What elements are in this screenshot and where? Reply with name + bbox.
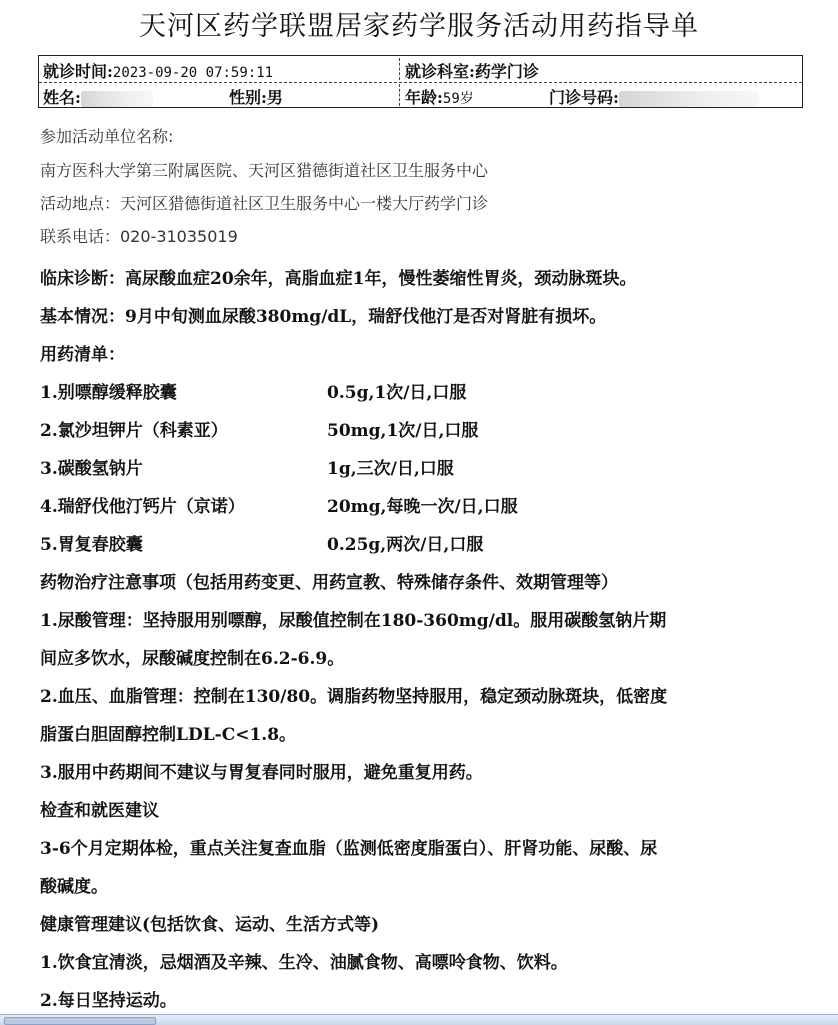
- basic-info: 基本情况：9月中旬测血尿酸380mg/dL，瑞舒伐他汀是否对肾脏有损坏。: [40, 307, 607, 327]
- note-2-line-1: 2.血压、血脂管理：控制在130/80。调脂药物坚持服用，稳定颈动脉斑块，低密度: [40, 687, 668, 707]
- gender-label: 性别:: [229, 88, 267, 107]
- divider: [399, 58, 400, 80]
- note-2-line-2: 脂蛋白胆固醇控制LDL-C<1.8。: [40, 725, 297, 745]
- exam-advice-line-1: 3-6个月定期体检，重点关注复查血脂（监测低密度脂蛋白）、肝肾功能、尿酸、尿: [40, 839, 658, 859]
- med-dose: 1g,三次/日,口服: [327, 459, 454, 479]
- info-row-visit: [39, 56, 802, 83]
- divider: [399, 84, 400, 106]
- med-name: 3.碳酸氢钠片: [40, 459, 143, 479]
- clinic-number-field: [549, 85, 759, 108]
- health-advice-1: 1.饮食宜清淡，忌烟酒及辛辣、生冷、油腻食物、高嘌呤食物、饮料。: [40, 953, 568, 973]
- med-name: 5.胃复春胶囊: [40, 535, 143, 555]
- redacted-clinic-number: [619, 91, 759, 107]
- visit-time-value: 2023-09-20 07:59:11: [112, 65, 274, 81]
- age-label: 年龄:: [405, 88, 443, 107]
- name-field: [43, 85, 153, 108]
- med-name: 2.氯沙坦钾片（科素亚）: [40, 421, 228, 441]
- med-name: 4.瑞舒伐他汀钙片（京诺）: [40, 497, 245, 517]
- exam-title: 检查和就医建议: [40, 801, 159, 821]
- horizontal-scrollbar[interactable]: [0, 1014, 838, 1025]
- health-advice-2: 2.每日坚持运动。: [40, 991, 177, 1011]
- note-1-line-2: 间应多饮水，尿酸碱度控制在6.2-6.9。: [40, 649, 345, 669]
- health-title: 健康管理建议(包括饮食、运动、生活方式等): [40, 915, 380, 935]
- info-row-patient: [39, 82, 802, 108]
- visit-time-label: 就诊时间:: [43, 62, 113, 81]
- name-label: 姓名:: [43, 88, 81, 107]
- activity-location: 活动地点：天河区猎德街道社区卫生服务中心一楼大厅药学门诊: [40, 194, 489, 213]
- note-1-line-1: 1.尿酸管理：坚持服用别嘌醇，尿酸值控制在180-360mg/dl。服用碳酸氢钠片期: [40, 611, 667, 631]
- units-value: 南方医科大学第三附属医院、天河区猎德街道社区卫生服务中心: [40, 161, 489, 180]
- note-3: 3.服用中药期间不建议与胃复春同时服用，避免重复用药。: [40, 763, 483, 783]
- med-dose: 50mg,1次/日,口服: [327, 421, 479, 441]
- clinical-diagnosis: 临床诊断：高尿酸血症20余年，高脂血症1年，慢性萎缩性胃炎，颈动脉斑块。: [40, 269, 637, 289]
- department-label: 就诊科室:: [405, 62, 475, 81]
- department-value: 药学门诊: [474, 62, 539, 81]
- units-label: 参加活动单位名称:: [40, 127, 174, 146]
- med-dose: 20mg,每晚一次/日,口服: [327, 497, 518, 517]
- clinic-number-label: 门诊号码:: [549, 88, 619, 107]
- age-value: 59岁: [442, 91, 474, 107]
- med-dose: 0.5g,1次/日,口服: [327, 383, 467, 403]
- patient-info-box: [38, 55, 803, 108]
- med-list-title: 用药清单：: [40, 345, 125, 365]
- med-dose: 0.25g,两次/日,口服: [327, 535, 484, 555]
- gender-field: [229, 85, 283, 108]
- contact-phone: 联系电话：020-31035019: [40, 227, 238, 246]
- age-field: [405, 85, 474, 108]
- redacted-name: [81, 91, 153, 107]
- gender-value: 男: [266, 88, 283, 107]
- exam-advice-line-2: 酸碱度。: [40, 877, 108, 897]
- department-field: [405, 59, 539, 82]
- med-name: 1.别嘌醇缓释胶囊: [40, 383, 177, 403]
- notes-title: 药物治疗注意事项（包括用药变更、用药宣教、特殊储存条件、效期管理等）: [40, 573, 618, 593]
- document-title: 天河区药学联盟居家药学服务活动用药指导单: [139, 11, 699, 42]
- visit-time-field: [43, 59, 273, 82]
